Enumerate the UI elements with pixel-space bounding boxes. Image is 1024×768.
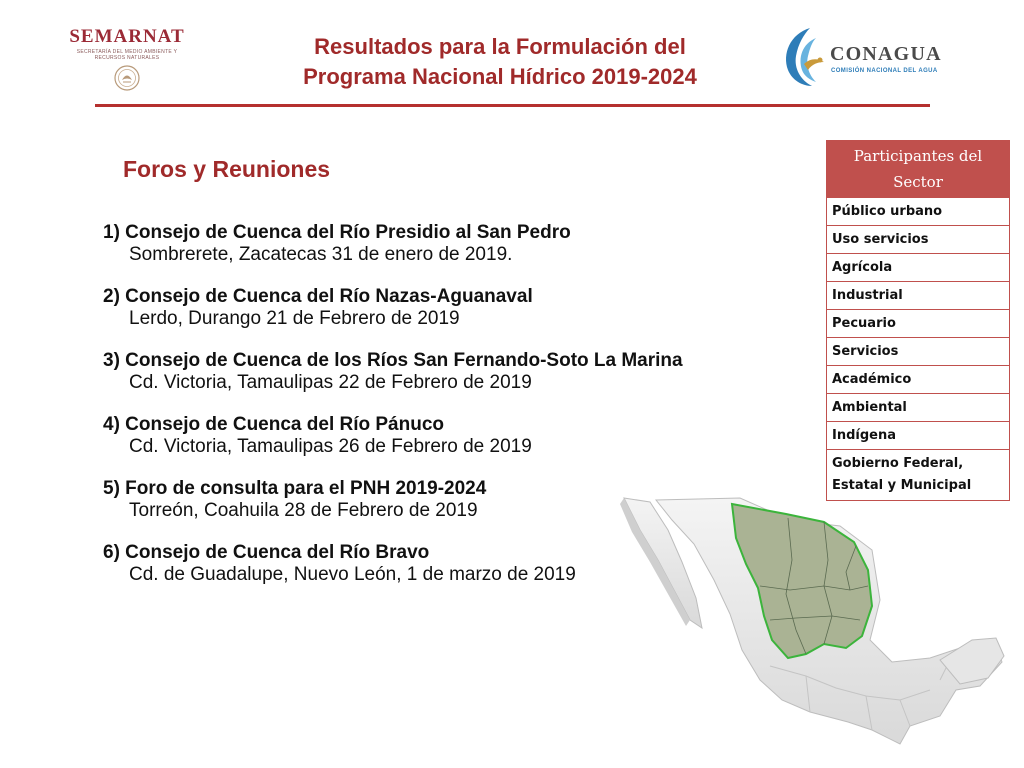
participant-cell: Público urbano xyxy=(827,198,1010,226)
table-row xyxy=(827,422,1010,450)
water-wave-icon xyxy=(780,24,830,90)
title-divider xyxy=(95,104,930,107)
participant-cell: Uso servicios xyxy=(827,226,1010,254)
meeting-detail: Cd. de Guadalupe, Nuevo León, 1 de marzo de 2019 xyxy=(129,564,576,585)
meeting-title: 3) Consejo de Cuenca de los Ríos San Fernando-Soto La Marina xyxy=(103,350,683,371)
conagua-logo-name: CONAGUA xyxy=(830,43,942,65)
meeting-title: 2) Consejo de Cuenca del Río Nazas-Aguanaval xyxy=(103,286,533,307)
participant-cell: Académico xyxy=(827,366,1010,394)
meeting-title: 5) Foro de consulta para el PNH 2019-2024 xyxy=(103,478,487,499)
list-item xyxy=(103,222,743,266)
participant-cell: Agrícola xyxy=(827,254,1010,282)
eagle-seal-icon xyxy=(114,65,140,91)
participants-table xyxy=(826,140,1010,501)
meeting-detail: Lerdo, Durango 21 de Febrero de 2019 xyxy=(129,308,460,329)
table-row xyxy=(827,394,1010,422)
meeting-detail: Cd. Victoria, Tamaulipas 22 de Febrero de 2019 xyxy=(129,372,532,393)
page-title xyxy=(200,32,800,92)
table-row xyxy=(827,366,1010,394)
participant-cell: Indígena xyxy=(827,422,1010,450)
participant-cell: Servicios xyxy=(827,338,1010,366)
participants-header xyxy=(827,141,1010,198)
table-row xyxy=(827,310,1010,338)
participant-cell-line1: Gobierno Federal, xyxy=(832,456,964,471)
meeting-title: 1) Consejo de Cuenca del Río Presidio al San Pedro xyxy=(103,222,571,243)
mexico-map-icon xyxy=(610,490,1010,760)
participant-cell: Pecuario xyxy=(827,310,1010,338)
table-row xyxy=(827,198,1010,226)
semarnat-logo-subtitle: SECRETARÍA DEL MEDIO AMBIENTE Y RECURSOS NATURALES xyxy=(76,49,178,61)
semarnat-logo-name: SEMARNAT xyxy=(69,26,185,47)
participant-cell xyxy=(827,450,1010,501)
table-row xyxy=(827,450,1010,501)
participant-cell-line2: Estatal y Municipal xyxy=(832,478,972,493)
meeting-title: 4) Consejo de Cuenca del Río Pánuco xyxy=(103,414,445,435)
participant-cell: Industrial xyxy=(827,282,1010,310)
list-item xyxy=(103,414,743,458)
participants-header-line2: Sector xyxy=(893,173,943,191)
table-row xyxy=(827,282,1010,310)
meeting-detail: Cd. Victoria, Tamaulipas 26 de Febrero de 2019 xyxy=(129,436,532,457)
participant-cell: Ambiental xyxy=(827,394,1010,422)
conagua-logo xyxy=(780,24,960,90)
list-item xyxy=(103,286,743,330)
page-title-line1: Resultados para la Formulación del xyxy=(314,34,686,59)
list-item xyxy=(103,350,743,394)
table-row xyxy=(827,338,1010,366)
page-title-line2: Programa Nacional Hídrico 2019-2024 xyxy=(303,64,697,89)
meeting-title: 6) Consejo de Cuenca del Río Bravo xyxy=(103,542,430,563)
participants-header-line1: Participantes del xyxy=(853,147,983,165)
meeting-detail: Sombrerete, Zacatecas 31 de enero de 2019. xyxy=(129,244,513,265)
table-row xyxy=(827,226,1010,254)
section-title: Foros y Reuniones xyxy=(123,156,331,182)
meeting-detail: Torreón, Coahuila 28 de Febrero de 2019 xyxy=(129,500,478,521)
semarnat-logo xyxy=(62,26,192,92)
table-row xyxy=(827,254,1010,282)
conagua-logo-subtitle: COMISIÓN NACIONAL DEL AGUA xyxy=(831,68,938,74)
